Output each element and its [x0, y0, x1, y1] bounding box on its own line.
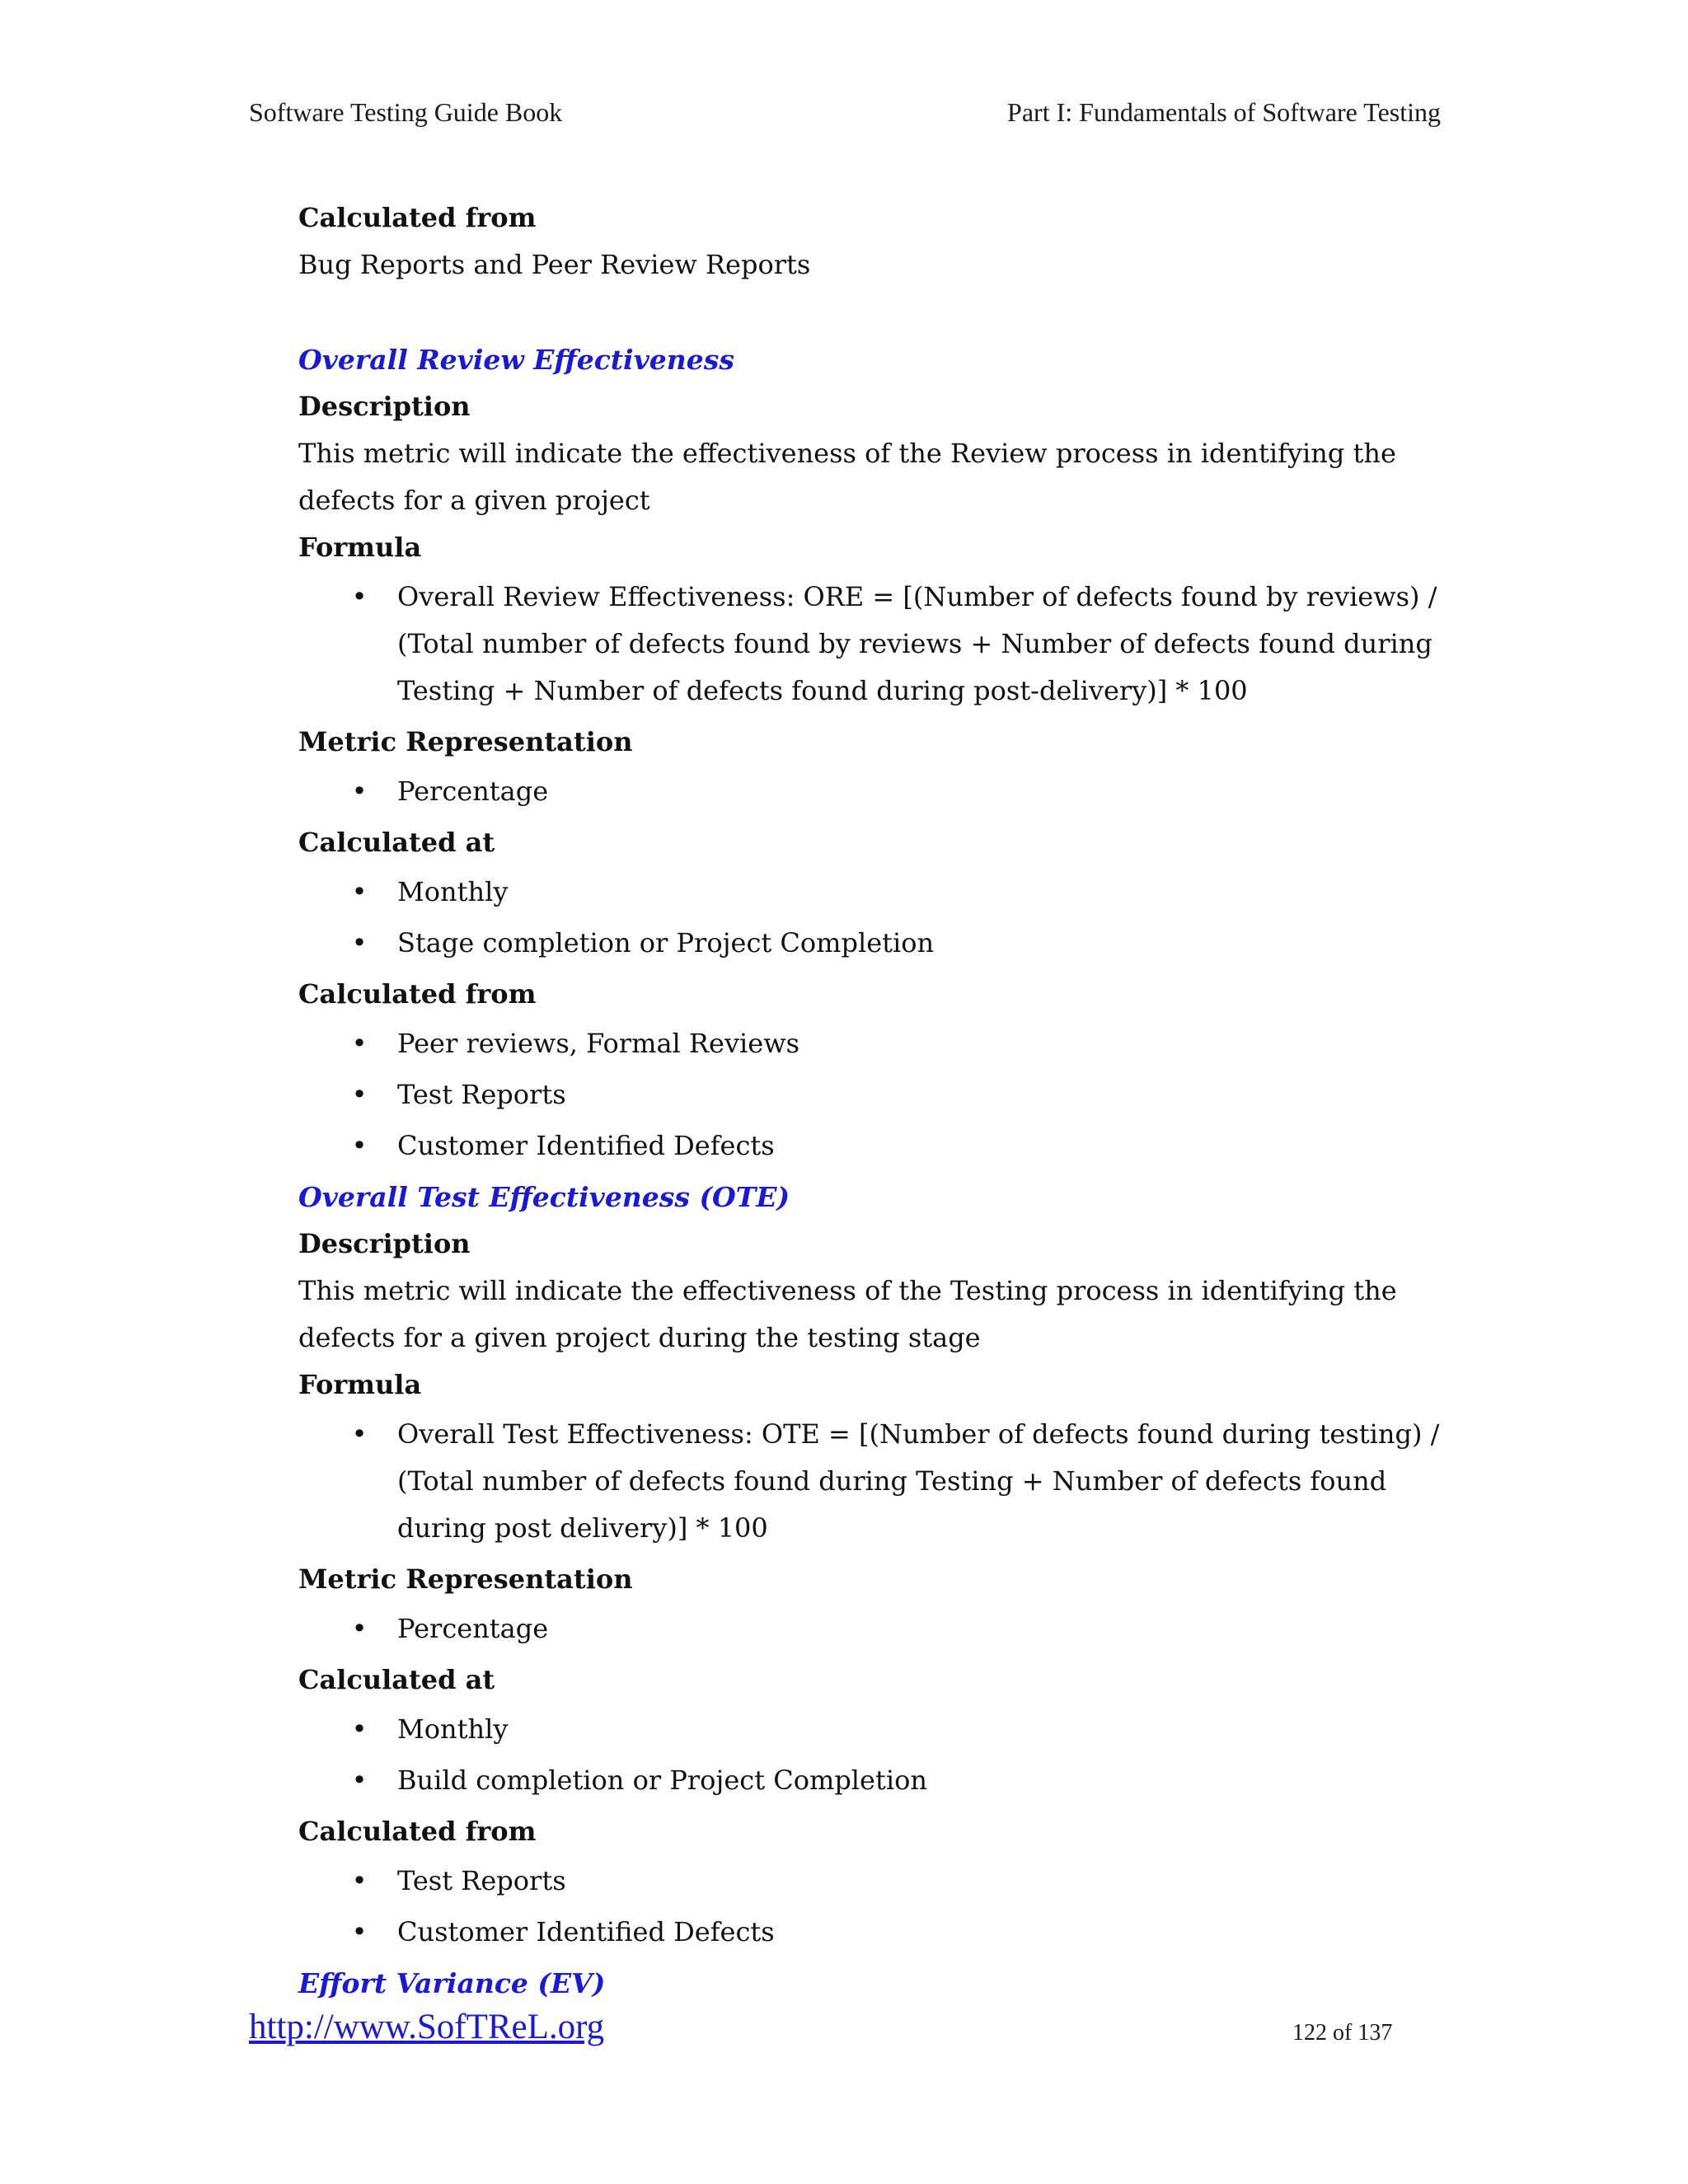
ote-description-text: This metric will indicate the effectiveness of the Testing process in identifying the defects for a given project during the testing stage [298, 1275, 1397, 1353]
bullet-item [298, 1757, 1452, 1804]
bullet-icon: • [351, 1613, 368, 1644]
bullet-icon: • [351, 876, 368, 907]
bullet-text: Overall Review Effectiveness: ORE = [(Number of defects found by reviews) / (Total number of defects found by reviews + Number of defects found during Testing + Number of defects found during post-delivery)] * 100 [397, 581, 1437, 706]
page-header [249, 97, 1441, 128]
footer-page-number: 122 of 137 [1292, 2020, 1393, 2046]
ore-formula-label: Formula [298, 532, 422, 563]
bullet-item [298, 768, 1452, 815]
header-part-title: Part I: Fundamentals of Software Testing [1007, 97, 1441, 127]
bullet-icon: • [351, 1418, 368, 1450]
bullet-item [298, 1071, 1452, 1118]
bullet-text: Customer Identified Defects [397, 1130, 775, 1161]
bullet-item [298, 869, 1452, 916]
bullet-text: Test Reports [397, 1079, 566, 1110]
bullet-text: Monthly [397, 876, 509, 907]
intro-calculated-from-text: Bug Reports and Peer Review Reports [298, 249, 811, 280]
bullet-text: Percentage [397, 776, 549, 807]
bullet-text: Build completion or Project Completion [397, 1765, 927, 1796]
ote-calculated-at-label: Calculated at [298, 1664, 495, 1695]
ore-description-text: This metric will indicate the effectiveness of the Review process in identifying the defects for a given project [298, 438, 1396, 516]
bullet-icon: • [351, 1713, 368, 1745]
header-book-title: Software Testing Guide Book [249, 97, 563, 127]
ote-heading: Overall Test Effectiveness (OTE) [298, 1181, 790, 1213]
ore-formula-list [298, 574, 1452, 715]
ore-description-label: Description [298, 391, 471, 422]
bullet-item [298, 1411, 1452, 1552]
bullet-text: Percentage [397, 1613, 549, 1644]
bullet-icon: • [351, 927, 368, 958]
bullet-item [298, 920, 1452, 967]
bullet-item [298, 1122, 1452, 1169]
ote-calculated-from-label: Calculated from [298, 1816, 537, 1847]
bullet-text: Peer reviews, Formal Reviews [397, 1028, 800, 1059]
ore-heading: Overall Review Effectiveness [298, 344, 734, 376]
ote-calculated-from-list [298, 1858, 1452, 1956]
ore-representation-list [298, 768, 1452, 815]
footer-website-link[interactable]: http://www.SofTReL.org [249, 2008, 605, 2046]
ore-calculated-at-label: Calculated at [298, 827, 495, 858]
bullet-text: Overall Test Effectiveness: OTE = [(Number of defects found during testing) / (Total number of defects found during Testing + Number of defects found during post delivery)] * 100 [397, 1418, 1440, 1544]
bullet-icon: • [351, 1865, 368, 1896]
ore-calculated-at-list [298, 869, 1452, 967]
bullet-icon: • [351, 776, 368, 807]
page-content [298, 194, 1452, 2007]
bullet-text: Customer Identified Defects [397, 1916, 775, 1947]
intro-calculated-from-label: Calculated from [298, 202, 537, 233]
bullet-item [298, 574, 1452, 715]
bullet-text: Stage completion or Project Completion [397, 927, 935, 958]
bullet-item [298, 1909, 1452, 1956]
ote-representation-label: Metric Representation [298, 1563, 633, 1595]
bullet-item [298, 1605, 1452, 1652]
bullet-item [298, 1706, 1452, 1753]
ote-representation-list [298, 1605, 1452, 1652]
bullet-item [298, 1858, 1452, 1905]
ote-formula-label: Formula [298, 1369, 422, 1400]
ore-calculated-from-list [298, 1020, 1452, 1169]
ote-formula-list [298, 1411, 1452, 1552]
bullet-item [298, 1020, 1452, 1067]
ev-heading: Effort Variance (EV) [298, 1967, 606, 1999]
ore-representation-label: Metric Representation [298, 726, 633, 757]
bullet-text: Monthly [397, 1713, 509, 1745]
bullet-icon: • [351, 581, 368, 612]
bullet-icon: • [351, 1916, 368, 1947]
ote-description-label: Description [298, 1228, 471, 1259]
bullet-icon: • [351, 1028, 368, 1059]
bullet-icon: • [351, 1765, 368, 1796]
bullet-icon: • [351, 1079, 368, 1110]
bullet-text: Test Reports [397, 1865, 566, 1896]
ore-calculated-from-label: Calculated from [298, 978, 537, 1010]
ote-calculated-at-list [298, 1706, 1452, 1804]
bullet-icon: • [351, 1130, 368, 1161]
